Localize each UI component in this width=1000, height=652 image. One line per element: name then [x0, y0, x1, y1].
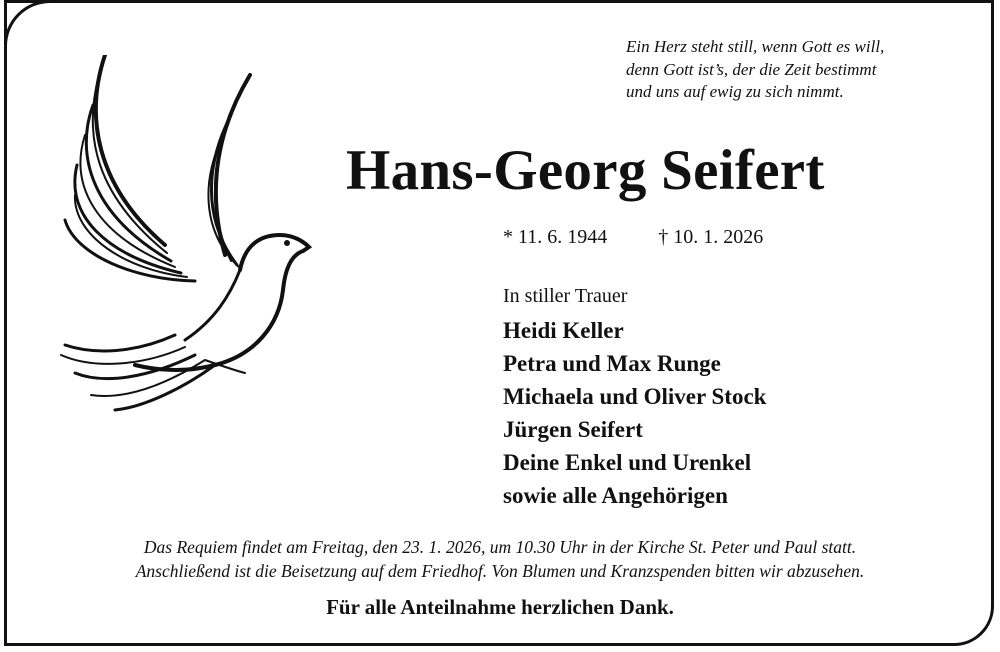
mourner-name: Deine Enkel und Urenkel: [503, 450, 752, 475]
death-date: † 10. 1. 2026: [658, 226, 764, 248]
mourner-name: sowie alle Angehörigen: [503, 483, 728, 508]
mourner-name: Michaela und Oliver Stock: [503, 384, 767, 409]
life-dates: [503, 226, 763, 249]
service-info: [0, 535, 1000, 583]
dove-icon: [55, 55, 315, 415]
mourner-name: Jürgen Seifert: [503, 417, 643, 442]
mourner-name: Heidi Keller: [503, 318, 624, 343]
mourner-name: Petra und Max Runge: [503, 351, 721, 376]
deceased-name: Hans-Georg Seifert: [346, 139, 825, 202]
service-line: Das Requiem findet am Freitag, den 23. 1. 2026, um 10.30 Uhr in der Kirche St. Peter und Paul statt.: [143, 537, 857, 557]
thanks-line: Für alle Anteilnahme herzlichen Dank.: [326, 595, 674, 619]
verse-line: denn Gott ist’s, der die Zeit bestimmt: [626, 59, 877, 79]
verse-line: und uns auf ewig zu sich nimmt.: [626, 82, 844, 101]
mourners-intro: In stiller Trauer: [503, 285, 628, 307]
birth-date: * 11. 6. 1944: [503, 226, 608, 248]
verse: [626, 36, 956, 104]
mourners-list: [503, 284, 766, 512]
service-line: Anschließend ist die Beisetzung auf dem Friedhof. Von Blumen und Kranzspenden bitten wir abzusehen.: [135, 561, 865, 581]
verse-line: Ein Herz steht still, wenn Gott es will,: [626, 37, 885, 56]
frame-corner: [4, 0, 57, 53]
